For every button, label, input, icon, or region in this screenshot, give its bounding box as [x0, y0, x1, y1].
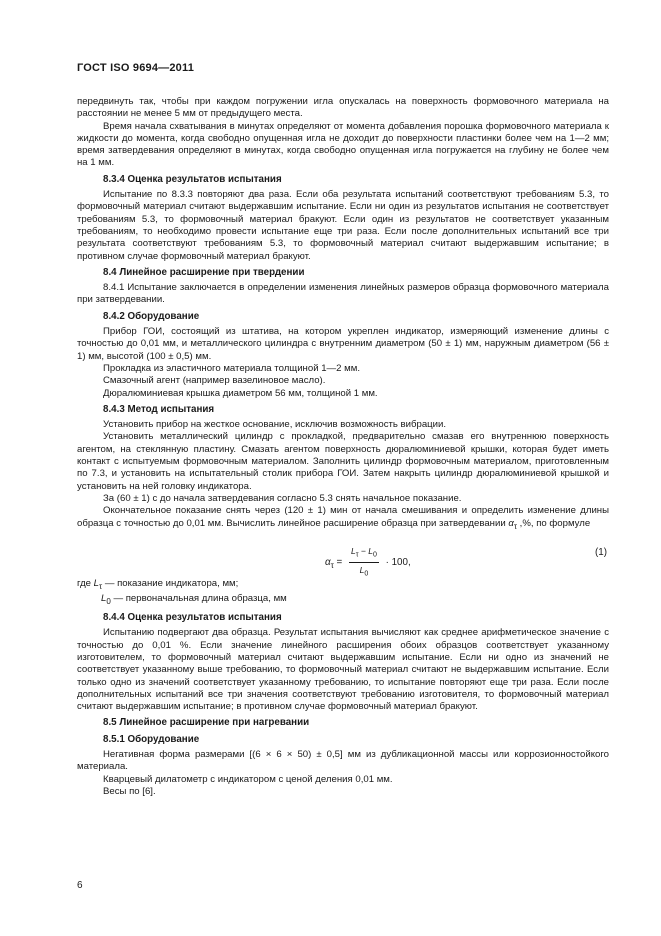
formula-tail: · 100, — [382, 556, 411, 568]
formula-fraction — [349, 545, 379, 580]
text-run: Окончательное показание снять через (120 ± 1) мин от начала смешивания и определить изменение длины образца с точностью до 0,01 мм. Вычислить линейное расширение образца при затвердевании — [77, 505, 609, 529]
variable-definition — [77, 593, 609, 608]
section-heading: 8.3.4 Оценка результатов испытания — [103, 173, 282, 185]
formula-equals: = — [333, 556, 345, 568]
symbol: L — [93, 577, 100, 589]
paragraph: передвинуть так, чтобы при каждом погружении игла опускалась на поверхность формовочного материала на расстоянии не менее 5 мм от предыдущего места. — [77, 96, 609, 120]
formula-symbol: L — [359, 564, 365, 575]
formula — [325, 545, 411, 580]
subscript: τ — [513, 521, 517, 531]
paragraph: Дюралюминиевая крышка диаметром 56 мм, толщиной 1 мм. — [103, 387, 378, 399]
section-heading: 8.5 Линейное расширение при нагревании — [103, 717, 310, 729]
symbol: α — [508, 517, 514, 529]
section-heading: 8.4.4 Оценка результатов испытания — [103, 612, 282, 624]
section-heading: 8.4.2 Оборудование — [103, 310, 200, 322]
subscript: 0 — [106, 596, 111, 606]
formula-subscript: τ — [355, 550, 359, 559]
formula-symbol: − L — [358, 545, 373, 556]
paragraph: Прокладка из эластичного материала толщиной 1—2 мм. — [103, 362, 361, 374]
document-header: ГОСТ ISO 9694—2011 — [77, 62, 195, 74]
paragraph: 8.4.1 Испытание заключается в определении изменения линейных размеров образца формовочного материала при затвердевании. — [77, 282, 609, 306]
text-run: где — [77, 577, 94, 589]
paragraph: Установить металлический цилиндр с прокладкой, предварительно смазав его внутреннюю поверхность агентом, на стеклянную пластину. Смазать агентом поверхность дюралюминиевой крышки, которая будет иметь контакт с испытуемым формовочным материалом. Заполнить цилиндр формовочным материалом, приготовленным по 7.3, и установить на испытательный столик прибора ГОИ. Затем накрыть цилиндр дюралюминиевой крышкой и установить на ней головку индикатора. — [77, 431, 609, 492]
paragraph: За (60 ± 1) с до начала затвердевания согласно 5.3 снять начальное показание. — [103, 492, 462, 504]
section-heading: 8.5.1 Оборудование — [103, 733, 200, 745]
page-number: 6 — [77, 880, 83, 891]
text-run: — показание индикатора, мм; — [102, 577, 239, 589]
text-run: ,%, по формуле — [517, 517, 591, 529]
formula-block — [77, 535, 609, 578]
symbol: L — [101, 592, 107, 604]
text-run: — первоначальная длина образца, мм — [110, 592, 287, 604]
paragraph: Весы по [6]. — [103, 785, 156, 797]
fraction-denominator — [349, 563, 379, 580]
variable-definition — [77, 578, 609, 593]
document-body — [77, 96, 609, 798]
paragraph: Испытанию подвергают два образца. Результат испытания вычисляют как среднее арифметическое значение с точностью до 0,01 %. Если значение линейного расширения обоих образцов соответствует указанному изготовителем, то формовочный материал считают выдержавшим испытание. Если ни одно из значений не соответствует указанному выше требованию, то формовочный материал считают не выдержавшим испытание. Если только одно из значений соответствует указанному требованию, то испытание повторяют еще три раза. Если после дополнительных испытаний все три значения соответствуют требованию изготовителя, то формовочный материал считают выдержавшим испытание; в противном случае формовочный материал бракуют. — [77, 627, 609, 713]
fraction-numerator — [349, 545, 379, 563]
paragraph: Негативная форма размерами [(6 × 6 × 50) ± 0,5] мм из дубликационной массы или коррозионностойкого материала. — [77, 749, 609, 773]
paragraph: Прибор ГОИ, состоящий из штатива, на котором укреплен индикатор, измеряющий изменение длины с точностью до 0,01 мм, и металлического цилиндра с внутренним диаметром (50 ± 1) мм, наружным диаметром (56 ± 1) мм, высотой (100 ± 0,5) мм. — [77, 326, 609, 362]
formula-symbol: α — [325, 556, 331, 568]
subscript: τ — [99, 581, 103, 591]
formula-subscript: τ — [330, 560, 334, 570]
formula-symbol: L — [351, 545, 356, 556]
section-heading: 8.4.3 Метод испытания — [103, 403, 215, 415]
formula-number: (1) — [595, 546, 607, 558]
paragraph: Кварцевый дилатометр с индикатором с ценой деления 0,01 мм. — [103, 773, 393, 785]
formula-subscript: 0 — [372, 550, 377, 559]
section-heading: 8.4 Линейное расширение при твердении — [103, 266, 305, 278]
paragraph: Испытание по 8.3.3 повторяют два раза. Если оба результата испытаний соответствуют требованиям 5.3, то формовочный материал считают выдержавшим испытание. Если ни один из результатов испытания не соответствует требованиям 5.3, то формовочный материал бракуют. Если один из результатов не соответствует указанным требованиям, то необходимо провести испытание еще три раза. Если после дополнительных испытаний все три результата соответствуют требованиям 5.3, то формовочный материал считают выдержавшим испытание; в противном случае формовочный материал бракуют. — [77, 189, 609, 262]
formula-subscript: 0 — [364, 569, 369, 578]
paragraph: Установить прибор на жесткое основание, исключив возможность вибрации. — [103, 419, 447, 431]
paragraph — [77, 505, 609, 533]
paragraph: Время начала схватывания в минутах определяют от момента добавления порошка формовочного материала к жидкости до момента, когда свободно опущенная игла не доходит до поверхности пластинки более чем на 1—2 мм; время затвердевания определяют в минутах, когда свободно опущенная игла погружается на глубину не более чем на 1 мм. — [77, 120, 609, 169]
paragraph: Смазочный агент (например вазелиновое масло). — [103, 375, 326, 387]
